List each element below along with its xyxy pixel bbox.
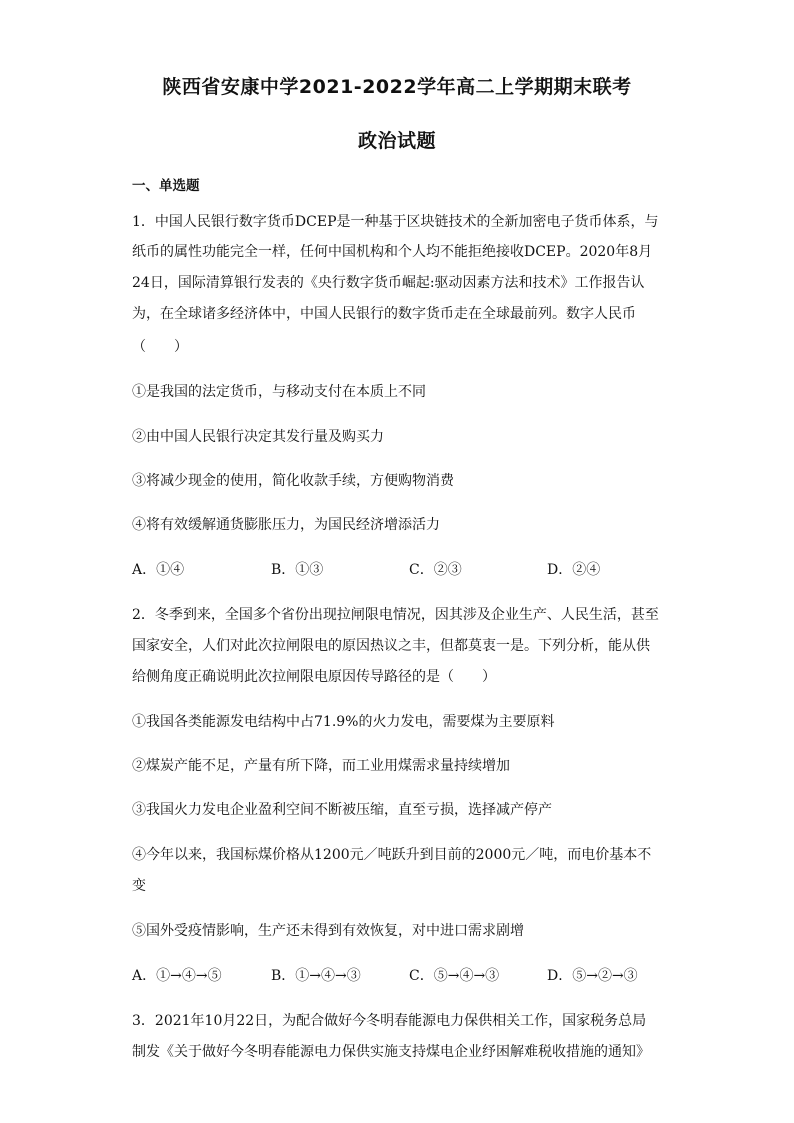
q3-stem-line: 制发《关于做好今冬明春能源电力保供实施支持煤电企业纾困解难税收措施的通知》 [132, 1044, 650, 1060]
document-title: 陕西省安康中学2021-2022学年高二上学期期末联考 [162, 76, 632, 98]
q2-stem-line: 国家安全，人们对此次拉闸限电的原因热议之丰，但都莫衷一是。下列分析，能从供 [132, 638, 650, 654]
q2-statement: ⑤国外受疫情影响，生产还未得到有效恢复，对中进口需求剧增 [132, 923, 524, 939]
q2-option-a[interactable]: A．①→④→⑤ [132, 968, 222, 984]
q1-option-a[interactable]: A．①④ [132, 562, 185, 578]
q1-stem-line: 1．中国人民银行数字货币DCEP是一种基于区块链技术的全新加密电子货币体系，与 [132, 214, 659, 230]
q2-statement: ②煤炭产能不足，产量有所下降，而工业用煤需求量持续增加 [132, 758, 510, 774]
q2-option-d[interactable]: D．⑤→②→③ [547, 968, 638, 984]
q1-statement: ③将减少现金的使用，简化收款手续，方便购物消费 [132, 473, 454, 489]
q1-statement: ①是我国的法定货币，与移动支付在本质上不同 [132, 384, 426, 400]
q2-statement: ①我国各类能源发电结构中占71.9%的火力发电，需要煤为主要原料 [132, 714, 555, 730]
q1-stem-line: 24日，国际清算银行发表的《央行数字货币崛起:驱动因素方法和技术》工作报告认 [132, 275, 645, 291]
q1-stem-line: 为，在全球诸多经济体中，中国人民银行的数字货币走在全球最前列。数字人民币 [132, 306, 636, 322]
q2-option-c[interactable]: C．⑤→④→③ [409, 968, 500, 984]
q1-option-b[interactable]: B．①③ [271, 562, 324, 578]
section-heading: 一、单选题 [132, 178, 200, 194]
q1-option-c[interactable]: C．②③ [409, 562, 462, 578]
q1-answer-blank: （ ） [132, 339, 188, 355]
q2-option-b[interactable]: B．①→④→③ [271, 968, 361, 984]
q2-statement-continued: 变 [132, 878, 146, 894]
q3-stem-line: 3．2021年10月22日，为配合做好今冬明春能源电力保供相关工作，国家税务总局 [132, 1013, 647, 1029]
q1-stem-line: 纸币的属性功能完全一样，任何中国机构和个人均不能拒绝接收DCEP。2020年8月 [132, 244, 653, 260]
q2-stem-line: 2．冬季到来，全国多个省份出现拉闸限电情况，因其涉及企业生产、人民生活，甚至 [132, 607, 659, 623]
q2-statement: ③我国火力发电企业盈利空间不断被压缩，直至亏损，选择减产停产 [132, 802, 552, 818]
q1-option-d[interactable]: D．②④ [547, 562, 601, 578]
q1-statement: ④将有效缓解通货膨胀压力，为国民经济增添活力 [132, 517, 440, 533]
document-subtitle: 政治试题 [357, 130, 436, 152]
q2-stem-line: 给侧角度正确说明此次拉闸限电原因传导路径的是（ ） [132, 669, 496, 685]
q2-statement: ④今年以来，我国标煤价格从1200元／吨跃升到目前的2000元／吨，而电价基本不 [132, 847, 652, 863]
q1-statement: ②由中国人民银行决定其发行量及购买力 [132, 429, 384, 445]
